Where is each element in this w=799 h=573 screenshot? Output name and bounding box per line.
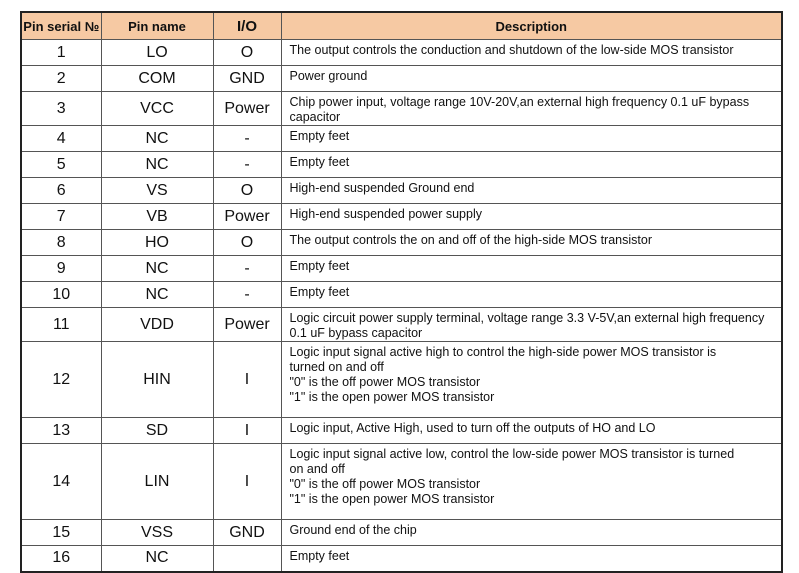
pin-io-cell: Power bbox=[213, 204, 281, 230]
pin-number-cell: 14 bbox=[21, 444, 101, 520]
pin-name-cell: NC bbox=[101, 152, 213, 178]
pin-number-cell: 10 bbox=[21, 282, 101, 308]
table-row bbox=[21, 178, 782, 204]
table-row bbox=[21, 256, 782, 282]
pin-description-table bbox=[20, 11, 783, 573]
pin-description-cell bbox=[281, 546, 782, 572]
pin-name-cell: SD bbox=[101, 418, 213, 444]
description-line: Empty feet bbox=[289, 129, 350, 143]
description-line: Logic input signal active high to control the high-side power MOS transistor is bbox=[289, 345, 717, 359]
pin-number-cell: 11 bbox=[21, 308, 101, 342]
pin-name-cell: VCC bbox=[101, 92, 213, 126]
description-line: on and off bbox=[289, 462, 345, 476]
pin-name-cell: COM bbox=[101, 66, 213, 92]
pin-description-cell bbox=[281, 342, 782, 418]
pin-description-cell bbox=[281, 444, 782, 520]
pin-description-cell bbox=[281, 204, 782, 230]
table-row bbox=[21, 126, 782, 152]
pin-description-cell bbox=[281, 282, 782, 308]
description-line: High-end suspended power supply bbox=[289, 207, 482, 221]
pin-number-cell: 6 bbox=[21, 178, 101, 204]
pin-number-cell: 2 bbox=[21, 66, 101, 92]
pin-io-cell: O bbox=[213, 178, 281, 204]
header-description: Description bbox=[281, 12, 782, 40]
description-line: Chip power input, voltage range 10V-20V,an external high frequency 0.1 uF bypass bbox=[289, 95, 750, 109]
table-row bbox=[21, 342, 782, 418]
pin-number-cell: 3 bbox=[21, 92, 101, 126]
description-line: Empty feet bbox=[289, 285, 350, 299]
pin-description-cell bbox=[281, 126, 782, 152]
pin-name-cell: VSS bbox=[101, 520, 213, 546]
pin-number-cell: 7 bbox=[21, 204, 101, 230]
pin-io-cell: I bbox=[213, 444, 281, 520]
pin-number-cell: 8 bbox=[21, 230, 101, 256]
pin-number-cell: 5 bbox=[21, 152, 101, 178]
pin-number-cell: 16 bbox=[21, 546, 101, 572]
description-line: turned on and off bbox=[289, 360, 384, 374]
pin-description-cell bbox=[281, 66, 782, 92]
description-line: "1" is the open power MOS transistor bbox=[289, 492, 495, 506]
pin-description-cell bbox=[281, 308, 782, 342]
pin-description-cell bbox=[281, 178, 782, 204]
table-row bbox=[21, 282, 782, 308]
header-pin-serial: Pin serial № bbox=[21, 12, 101, 40]
description-line: 0.1 uF bypass capacitor bbox=[289, 326, 423, 340]
header-io: I/O bbox=[213, 12, 281, 40]
description-line: High-end suspended Ground end bbox=[289, 181, 475, 195]
description-line: The output controls the on and off of the high-side MOS transistor bbox=[289, 233, 652, 247]
pin-name-cell: VB bbox=[101, 204, 213, 230]
table-row bbox=[21, 204, 782, 230]
description-line: Empty feet bbox=[289, 549, 350, 563]
pin-name-cell: NC bbox=[101, 546, 213, 572]
pin-number-cell: 13 bbox=[21, 418, 101, 444]
description-line: Logic circuit power supply terminal, voltage range 3.3 V-5V,an external high frequency bbox=[289, 311, 765, 325]
description-line: Ground end of the chip bbox=[289, 523, 417, 537]
table-body bbox=[21, 40, 782, 572]
pin-number-cell: 9 bbox=[21, 256, 101, 282]
pin-name-cell: NC bbox=[101, 256, 213, 282]
pin-name-cell: VS bbox=[101, 178, 213, 204]
pin-name-cell: LIN bbox=[101, 444, 213, 520]
table-row bbox=[21, 92, 782, 126]
pin-io-cell: Power bbox=[213, 308, 281, 342]
table-row bbox=[21, 444, 782, 520]
pin-description-cell bbox=[281, 230, 782, 256]
table-row bbox=[21, 520, 782, 546]
pin-name-cell: NC bbox=[101, 282, 213, 308]
table-row bbox=[21, 152, 782, 178]
pin-io-cell: - bbox=[213, 152, 281, 178]
pin-description-cell bbox=[281, 520, 782, 546]
pin-description-cell bbox=[281, 256, 782, 282]
pin-name-cell: HIN bbox=[101, 342, 213, 418]
table-header-row bbox=[21, 12, 782, 40]
pin-io-cell: GND bbox=[213, 520, 281, 546]
table-row bbox=[21, 308, 782, 342]
pin-io-cell: GND bbox=[213, 66, 281, 92]
table-row bbox=[21, 230, 782, 256]
pin-io-cell: O bbox=[213, 40, 281, 66]
description-line: Logic input, Active High, used to turn off the outputs of HO and LO bbox=[289, 421, 656, 435]
pin-io-cell bbox=[213, 546, 281, 572]
description-line: The output controls the conduction and shutdown of the low-side MOS transistor bbox=[289, 43, 734, 57]
pin-number-cell: 12 bbox=[21, 342, 101, 418]
pin-description-cell bbox=[281, 152, 782, 178]
description-line: "0" is the off power MOS transistor bbox=[289, 375, 481, 389]
description-line: Power ground bbox=[289, 69, 368, 83]
pin-io-cell: O bbox=[213, 230, 281, 256]
pin-io-cell: - bbox=[213, 256, 281, 282]
description-line: Empty feet bbox=[289, 155, 350, 169]
description-line: Empty feet bbox=[289, 259, 350, 273]
pin-number-cell: 1 bbox=[21, 40, 101, 66]
description-line: "0" is the off power MOS transistor bbox=[289, 477, 481, 491]
pin-description-cell bbox=[281, 92, 782, 126]
pin-io-cell: Power bbox=[213, 92, 281, 126]
table-row bbox=[21, 40, 782, 66]
pin-name-cell: HO bbox=[101, 230, 213, 256]
pin-name-cell: VDD bbox=[101, 308, 213, 342]
description-line: Logic input signal active low, control the low-side power MOS transistor is turned bbox=[289, 447, 735, 461]
pin-name-cell: NC bbox=[101, 126, 213, 152]
table-row bbox=[21, 66, 782, 92]
pin-io-cell: - bbox=[213, 282, 281, 308]
pin-number-cell: 4 bbox=[21, 126, 101, 152]
pin-name-cell: LO bbox=[101, 40, 213, 66]
pin-description-cell bbox=[281, 40, 782, 66]
description-line: "1" is the open power MOS transistor bbox=[289, 390, 495, 404]
pin-number-cell: 15 bbox=[21, 520, 101, 546]
table-row bbox=[21, 418, 782, 444]
description-line: capacitor bbox=[289, 110, 341, 124]
table-row bbox=[21, 546, 782, 572]
header-pin-name: Pin name bbox=[101, 12, 213, 40]
pin-io-cell: - bbox=[213, 126, 281, 152]
pin-io-cell: I bbox=[213, 418, 281, 444]
pin-description-cell bbox=[281, 418, 782, 444]
pin-io-cell: I bbox=[213, 342, 281, 418]
